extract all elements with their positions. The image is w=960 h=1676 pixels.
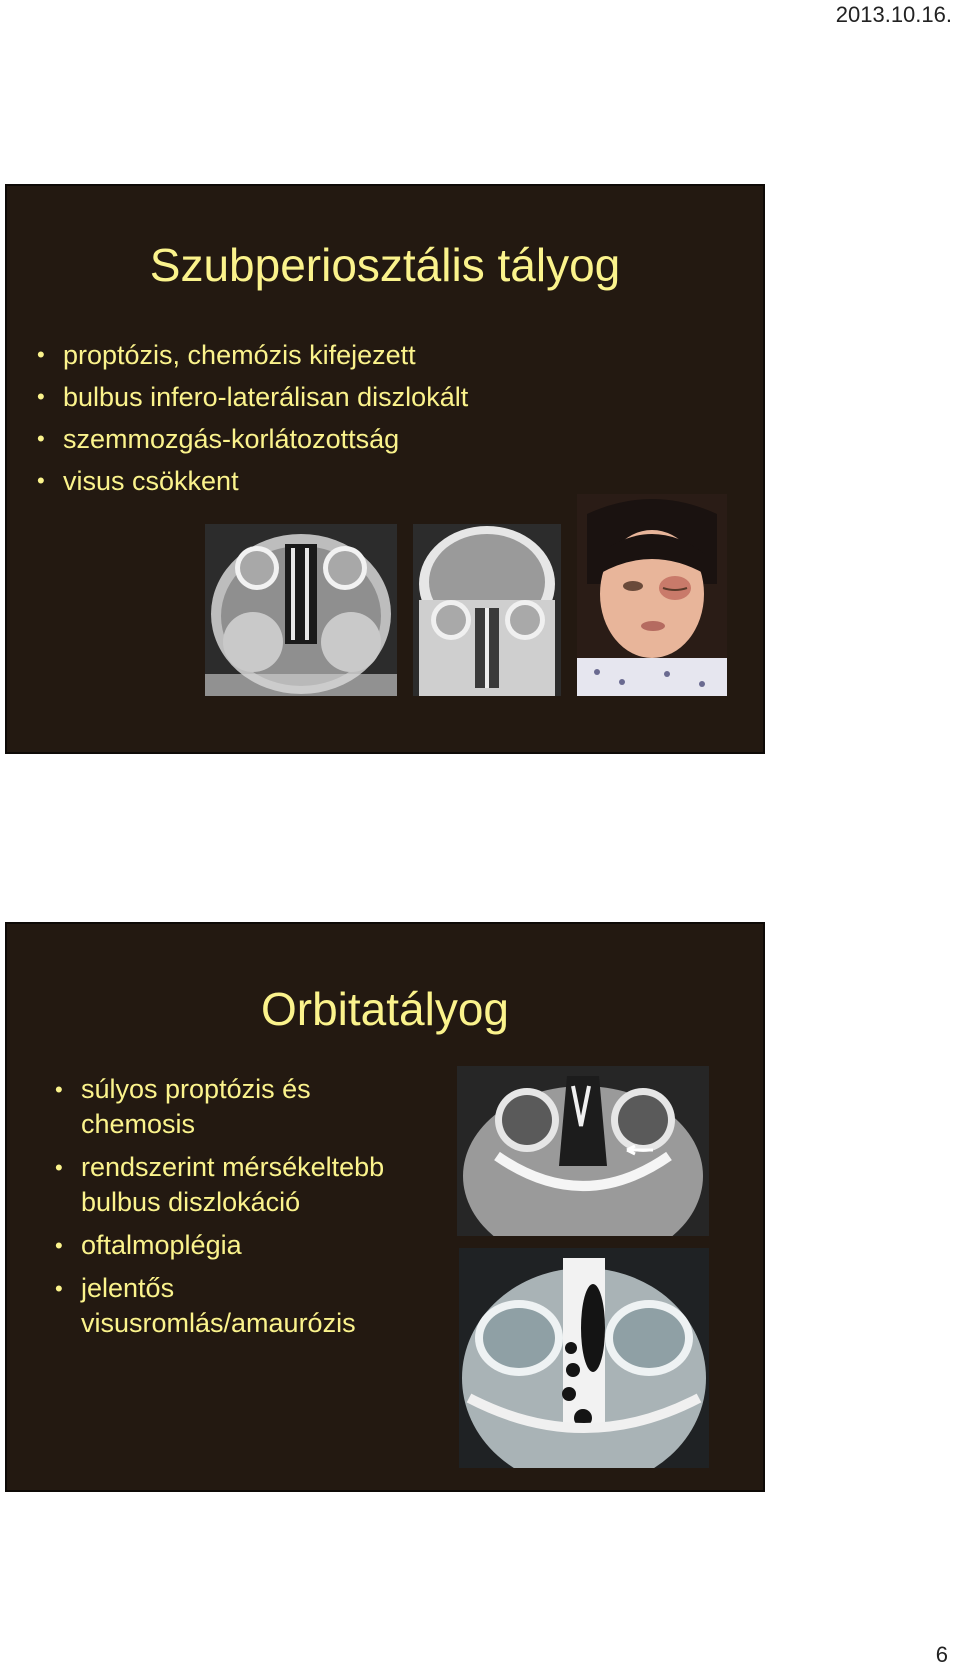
slide-title: Orbitatályog [260,983,509,1035]
orbit-ct-upper [457,1066,709,1236]
bullet-list [33,334,468,502]
slide-orbital-abscess [5,922,765,1492]
bullet-item: • szemmozgás-korlátozottság [33,418,468,460]
patient-photo [577,494,727,696]
orbit-ct-lower [459,1248,709,1468]
bullet-item: • jelentős visusromlás/amaurózis [51,1271,431,1341]
axial-ct-image [205,524,397,696]
bullet-item: • visus csökkent [33,460,468,502]
bullet-item: • rendszerint mérsékeltebb bulbus diszlokáció [51,1150,431,1220]
page-date: 2013.10.16. [835,2,952,27]
bullet-item: • bulbus infero-laterálisan diszlokált [33,376,468,418]
slide-title: Szubperiosztális tályog [149,239,621,291]
bullet-item: • oftalmoplégia [51,1228,431,1263]
coronal-ct-image [413,524,561,696]
bullet-item: • súlyos proptózis és chemosis [51,1072,431,1142]
slide-subperiosteal-abscess [5,184,765,754]
bullet-item: • proptózis, chemózis kifejezett [33,334,468,376]
bullet-list [51,1072,431,1349]
page-number: 6 [935,1642,948,1667]
